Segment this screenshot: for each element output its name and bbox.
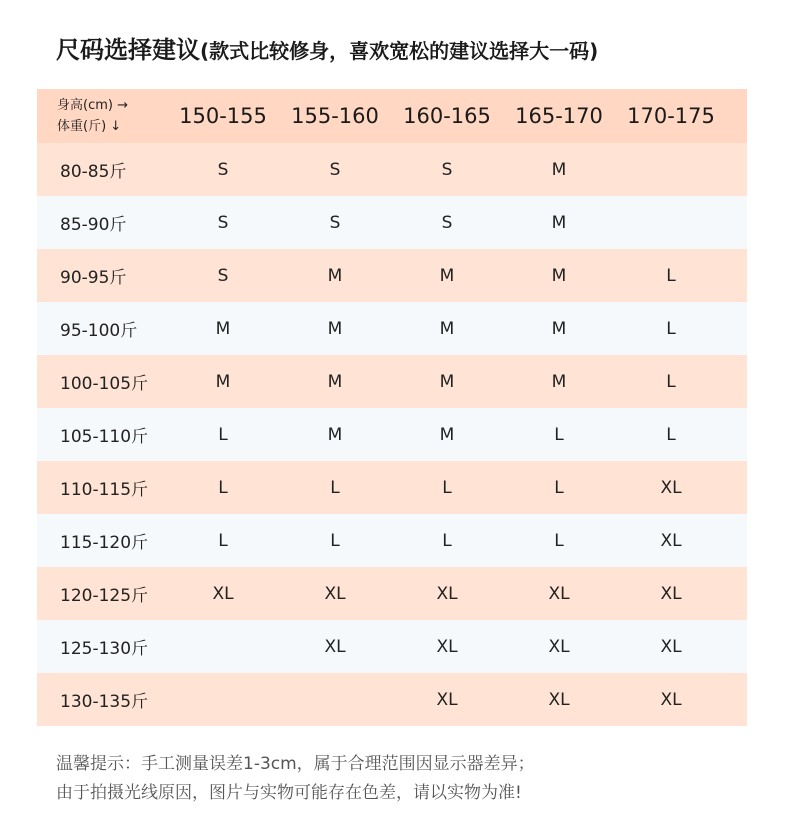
size-cell: M (551, 212, 567, 233)
size-cell: L (218, 424, 228, 445)
table-row (37, 461, 747, 514)
size-cell: XL (436, 583, 458, 604)
weight-cell: 85-90斤 (60, 215, 127, 235)
size-cell: XL (436, 636, 458, 657)
footer-line-1: 温馨提示：手工测量误差1-3cm，属于合理范围因显示器差异； (56, 754, 535, 774)
table-row (37, 302, 747, 355)
weight-cell: 130-135斤 (60, 692, 149, 712)
size-cell: L (442, 477, 452, 498)
size-cell: XL (660, 689, 682, 710)
size-cell: L (666, 318, 676, 339)
size-cell: M (327, 424, 343, 445)
table-row (37, 408, 747, 461)
size-cell: M (439, 371, 455, 392)
weight-cell: 125-130斤 (60, 639, 149, 659)
page-title (56, 30, 598, 70)
weight-cell: 100-105斤 (60, 374, 149, 394)
size-cell: S (329, 212, 341, 233)
size-cell: XL (212, 583, 234, 604)
table-header-row (37, 89, 747, 143)
weight-cell: 110-115斤 (60, 480, 149, 500)
size-cell: L (554, 530, 564, 551)
size-cell: M (551, 318, 567, 339)
size-cell: XL (660, 530, 682, 551)
size-cell: L (218, 530, 228, 551)
footer-line-2: 由于拍摄光线原因，图片与实物可能存在色差，请以实物为准! (56, 783, 522, 803)
height-axis-label: 身高(cm) → (57, 98, 128, 113)
weight-cell: 90-95斤 (60, 268, 127, 288)
size-cell: S (329, 159, 341, 180)
weight-cell: 120-125斤 (60, 586, 149, 606)
size-cell: M (327, 371, 343, 392)
size-cell: M (551, 265, 567, 286)
size-chart-table (37, 89, 747, 726)
column-header: 170-175 (627, 104, 715, 128)
size-cell: XL (660, 636, 682, 657)
size-cell: S (217, 212, 229, 233)
size-cell: M (439, 424, 455, 445)
size-cell: M (439, 318, 455, 339)
size-cell: M (439, 265, 455, 286)
size-cell: M (551, 159, 567, 180)
size-cell: L (554, 424, 564, 445)
size-cell: XL (548, 636, 570, 657)
size-cell: L (442, 530, 452, 551)
size-cell: M (215, 371, 231, 392)
size-cell: S (217, 265, 229, 286)
size-cell: M (551, 371, 567, 392)
size-cell: M (327, 265, 343, 286)
size-cell: M (327, 318, 343, 339)
table-row (37, 355, 747, 408)
size-cell: L (666, 265, 676, 286)
size-cell: XL (548, 689, 570, 710)
size-cell: L (666, 371, 676, 392)
column-header: 150-155 (179, 104, 267, 128)
size-cell: XL (660, 583, 682, 604)
size-cell: L (330, 530, 340, 551)
weight-cell: 115-120斤 (60, 533, 149, 553)
table-row (37, 196, 747, 249)
weight-cell: 95-100斤 (60, 321, 138, 341)
weight-cell: 105-110斤 (60, 427, 149, 447)
footer-note (56, 750, 756, 808)
title-main: 尺码选择建议 (56, 36, 200, 64)
size-cell: L (666, 424, 676, 445)
table-corner-label (37, 95, 167, 137)
column-header: 160-165 (403, 104, 491, 128)
size-cell: S (441, 212, 453, 233)
weight-axis-label: 体重(斤) ↓ (57, 119, 122, 134)
table-row (37, 143, 747, 196)
size-cell: S (441, 159, 453, 180)
size-cell: XL (436, 689, 458, 710)
size-cell: L (554, 477, 564, 498)
size-cell: M (215, 318, 231, 339)
table-row (37, 673, 747, 726)
table-row (37, 514, 747, 567)
size-cell: L (218, 477, 228, 498)
table-row (37, 249, 747, 302)
size-cell: XL (324, 636, 346, 657)
table-row (37, 620, 747, 673)
column-header: 165-170 (515, 104, 603, 128)
size-cell: XL (660, 477, 682, 498)
size-cell: L (330, 477, 340, 498)
size-cell: XL (324, 583, 346, 604)
column-header: 155-160 (291, 104, 379, 128)
size-cell: XL (548, 583, 570, 604)
weight-cell: 80-85斤 (60, 162, 127, 182)
size-cell: S (217, 159, 229, 180)
table-row (37, 567, 747, 620)
title-subtitle: (款式比较修身，喜欢宽松的建议选择大一码) (200, 39, 599, 63)
